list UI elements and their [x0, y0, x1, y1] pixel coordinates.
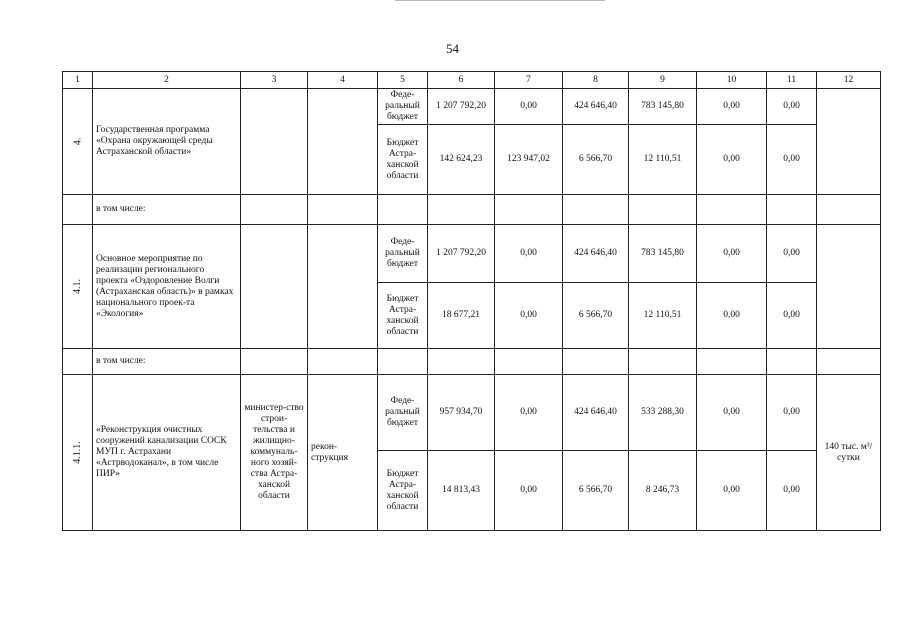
executor-cell: [241, 89, 308, 195]
value-cell: 424 646,40: [563, 375, 629, 451]
value-cell: 0,00: [767, 451, 817, 531]
value-cell: 0,00: [697, 125, 767, 195]
result-capacity: 140 тыс. м³/сутки: [817, 375, 881, 531]
value-cell: 6 566,70: [563, 283, 629, 349]
subheading-row: [63, 349, 881, 375]
value-cell: 0,00: [495, 451, 563, 531]
value-cell: 12 110,51: [629, 125, 697, 195]
table-row: [63, 225, 881, 283]
funding-source: Бюджет Астра-ханской области: [378, 283, 428, 349]
table-row: [63, 375, 881, 451]
value-cell: 0,00: [767, 225, 817, 283]
type-cell: [308, 225, 378, 349]
row-name: Государственная программа «Охрана окружающей среды Астраханской области»: [93, 89, 241, 195]
header-cell: 9: [629, 72, 697, 89]
table-row: [63, 89, 881, 125]
header-cell: 3: [241, 72, 308, 89]
value-cell: 0,00: [697, 451, 767, 531]
header-cell: 12: [817, 72, 881, 89]
value-cell: 0,00: [697, 225, 767, 283]
value-cell: 0,00: [697, 375, 767, 451]
value-cell: 6 566,70: [563, 451, 629, 531]
value-cell: 424 646,40: [563, 225, 629, 283]
value-cell: 0,00: [767, 283, 817, 349]
row-index: 4.: [72, 137, 83, 145]
subheading-label: в том числе:: [93, 349, 241, 375]
value-cell: 142 624,23: [428, 125, 495, 195]
row-index: 4.1.: [72, 278, 83, 294]
header-cell: 4: [308, 72, 378, 89]
value-cell: 0,00: [697, 283, 767, 349]
header-cell: 7: [495, 72, 563, 89]
value-cell: 12 110,51: [629, 283, 697, 349]
header-cell: 1: [63, 72, 93, 89]
top-edge-line: [395, 0, 605, 1]
row-index-cell: [63, 89, 93, 195]
funding-source: Феде-ральный бюджет: [378, 225, 428, 283]
row-name: Основное мероприятие по реализации регионального проекта «Оздоровление Волги (Астраханская область)» в рамках национального проек-та «Экология»: [93, 225, 241, 349]
type-cell: [308, 89, 378, 195]
value-cell: 424 646,40: [563, 89, 629, 125]
value-cell: 0,00: [767, 89, 817, 125]
activity-type: рекон-струкция: [308, 375, 378, 531]
funding-source: Бюджет Астра-ханской области: [378, 451, 428, 531]
program-table: [62, 71, 881, 531]
subheading-label: в том числе:: [93, 195, 241, 225]
value-cell: 0,00: [495, 225, 563, 283]
value-cell: 783 145,80: [629, 225, 697, 283]
value-cell: 0,00: [495, 375, 563, 451]
executor-cell: [241, 225, 308, 349]
value-cell: 8 246,73: [629, 451, 697, 531]
header-cell: 11: [767, 72, 817, 89]
funding-source: Бюджет Астра-ханской области: [378, 125, 428, 195]
header-cell: 6: [428, 72, 495, 89]
value-cell: 1 207 792,20: [428, 225, 495, 283]
header-cell: 5: [378, 72, 428, 89]
value-cell: 6 566,70: [563, 125, 629, 195]
header-cell: 8: [563, 72, 629, 89]
executor: министер-ство строи-тельства и жилищно-коммуналь-ного хозяй-ства Астра-ханской области: [241, 375, 308, 531]
value-cell: 14 813,43: [428, 451, 495, 531]
value-cell: 533 288,30: [629, 375, 697, 451]
header-row: [63, 72, 881, 89]
value-cell: 0,00: [697, 89, 767, 125]
value-cell: 783 145,80: [629, 89, 697, 125]
row-index-cell: [63, 375, 93, 531]
subheading-row: [63, 195, 881, 225]
row-name: «Реконструкция очистных сооружений канализации СОСК МУП г. Астрахани «Астрводоканал», в том числе ПИР»: [93, 375, 241, 531]
value-cell: 0,00: [495, 283, 563, 349]
header-cell: 2: [93, 72, 241, 89]
result-cell: [817, 89, 881, 195]
funding-source: Феде-ральный бюджет: [378, 89, 428, 125]
value-cell: 123 947,02: [495, 125, 563, 195]
row-index: 4.1.1.: [72, 440, 83, 464]
page-number: 54: [446, 41, 459, 56]
value-cell: 1 207 792,20: [428, 89, 495, 125]
result-cell: [817, 225, 881, 349]
value-cell: 0,00: [767, 125, 817, 195]
value-cell: 18 677,21: [428, 283, 495, 349]
value-cell: 0,00: [495, 89, 563, 125]
row-index-cell: [63, 225, 93, 349]
header-cell: 10: [697, 72, 767, 89]
value-cell: 957 934,70: [428, 375, 495, 451]
funding-source: Феде-ральный бюджет: [378, 375, 428, 451]
value-cell: 0,00: [767, 375, 817, 451]
